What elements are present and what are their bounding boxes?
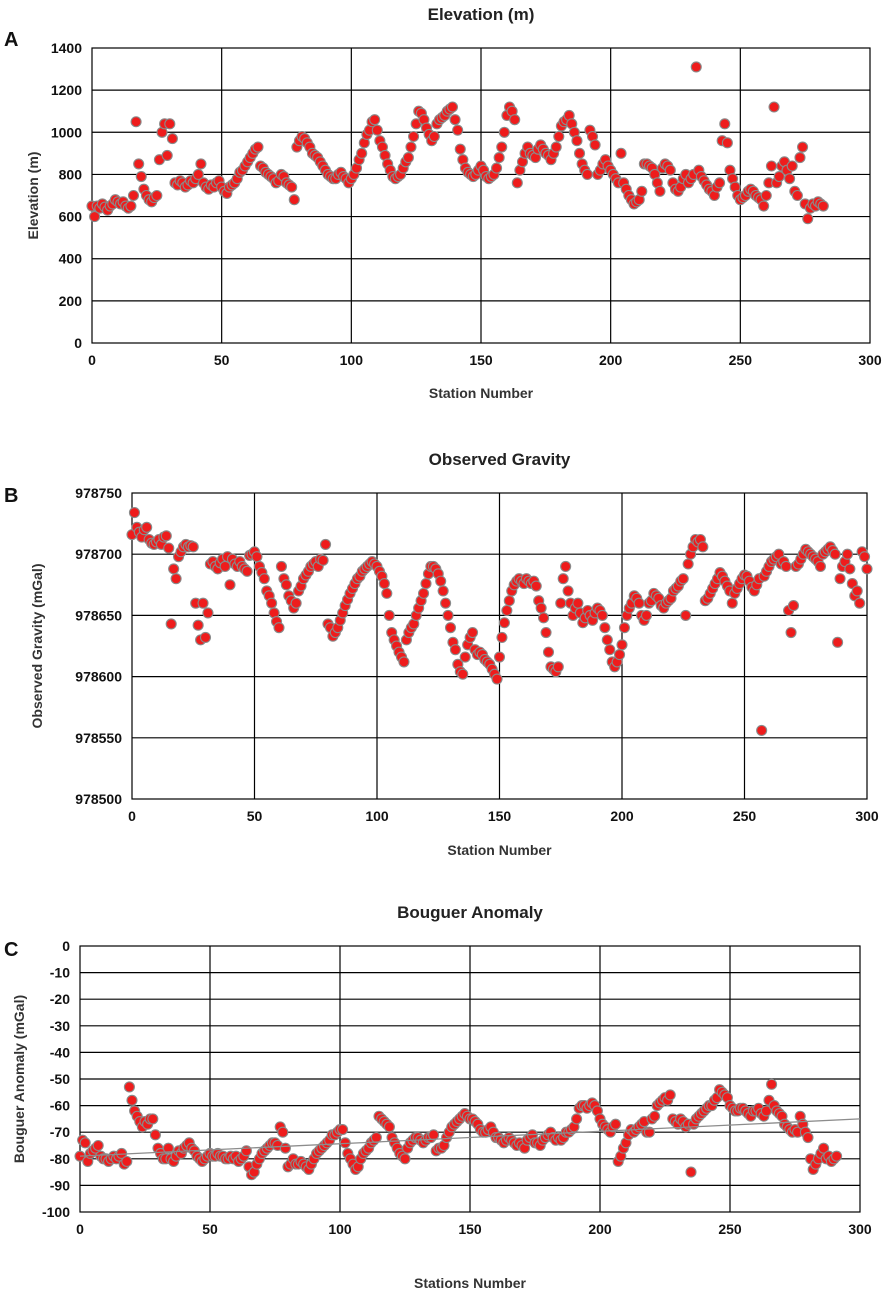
panel-label: C	[4, 939, 19, 961]
data-point	[126, 201, 136, 211]
data-point	[698, 542, 708, 552]
data-point	[795, 153, 805, 163]
data-point	[803, 1133, 813, 1143]
data-point	[769, 102, 779, 112]
data-point	[536, 603, 546, 613]
y-tick-label: -30	[49, 1017, 70, 1034]
data-point	[455, 144, 465, 154]
data-point	[93, 1141, 103, 1151]
data-point	[554, 132, 564, 142]
data-point	[785, 174, 795, 184]
chart-C	[4, 903, 872, 1291]
data-point	[460, 652, 470, 662]
data-point	[686, 1167, 696, 1177]
x-tick-label: 200	[588, 1221, 612, 1237]
data-point	[164, 543, 174, 553]
data-point	[225, 580, 235, 590]
y-axis-label: Observed Gravity (mGal)	[29, 563, 45, 729]
data-point	[188, 542, 198, 552]
data-point	[862, 564, 872, 574]
data-point	[278, 1127, 288, 1137]
data-point	[767, 1079, 777, 1089]
y-axis-label: Bouguer Anomaly (mGal)	[11, 994, 27, 1164]
data-point	[683, 559, 693, 569]
y-tick-label: 978550	[75, 729, 122, 746]
data-point	[781, 561, 791, 571]
x-tick-label: 100	[365, 808, 389, 824]
data-point	[450, 645, 460, 655]
x-tick-label: 300	[855, 808, 879, 824]
data-point	[499, 618, 509, 628]
panel-label: A	[4, 29, 19, 51]
x-tick-label: 250	[728, 352, 753, 368]
x-tick-label: 150	[469, 352, 493, 368]
data-point	[127, 1095, 137, 1105]
data-point	[544, 647, 554, 657]
data-point	[842, 549, 852, 559]
data-point	[338, 1125, 348, 1135]
data-point	[458, 669, 468, 679]
data-point	[845, 564, 855, 574]
data-point	[789, 601, 799, 611]
data-point	[453, 125, 463, 135]
data-point	[150, 1130, 160, 1140]
data-point	[167, 134, 177, 144]
data-point	[497, 632, 507, 642]
y-tick-label: 978600	[75, 668, 122, 685]
data-point	[637, 186, 647, 196]
data-point	[665, 1090, 675, 1100]
data-point	[761, 191, 771, 201]
data-point	[441, 598, 451, 608]
y-tick-label: 200	[58, 292, 82, 309]
data-point	[382, 588, 392, 598]
data-point	[558, 574, 568, 584]
data-point	[379, 579, 389, 589]
y-tick-label: 400	[58, 250, 82, 267]
data-point	[450, 115, 460, 125]
data-point	[492, 674, 502, 684]
data-point	[617, 640, 627, 650]
panel-label: B	[4, 485, 19, 507]
chart-title: Observed Gravity	[428, 450, 571, 469]
y-tick-label: -10	[49, 964, 70, 981]
data-point	[357, 148, 367, 158]
data-point	[421, 579, 431, 589]
data-point	[129, 508, 139, 518]
data-point	[165, 119, 175, 129]
chart-title: Elevation (m)	[427, 5, 535, 24]
data-point	[409, 132, 419, 142]
data-point	[715, 178, 725, 188]
data-point	[619, 623, 629, 633]
data-point	[832, 1151, 842, 1161]
data-point	[443, 610, 453, 620]
data-point	[855, 598, 865, 608]
y-tick-label: 978500	[75, 791, 122, 807]
data-point	[384, 610, 394, 620]
data-point	[281, 580, 291, 590]
data-point	[818, 201, 828, 211]
data-point	[504, 596, 514, 606]
data-point	[492, 163, 502, 173]
x-tick-label: 50	[202, 1221, 218, 1237]
data-point	[253, 142, 263, 152]
data-point	[241, 1146, 251, 1156]
data-point	[321, 539, 331, 549]
data-point	[830, 549, 840, 559]
data-point	[403, 153, 413, 163]
data-point	[274, 623, 284, 633]
data-point	[371, 1133, 381, 1143]
x-tick-label: 0	[88, 352, 96, 368]
data-point	[655, 186, 665, 196]
y-tick-label: 0	[62, 938, 70, 954]
x-axis-label: Stations Number	[413, 1275, 527, 1291]
x-tick-label: 300	[858, 352, 882, 368]
data-point	[196, 159, 206, 169]
data-point	[161, 531, 171, 541]
y-tick-label: 978750	[75, 485, 122, 501]
data-point	[447, 102, 457, 112]
data-point	[852, 586, 862, 596]
data-point	[665, 165, 675, 175]
data-point	[634, 598, 644, 608]
data-point	[512, 178, 522, 188]
data-point	[171, 574, 181, 584]
chart-B	[4, 450, 879, 858]
data-point	[198, 598, 208, 608]
x-tick-label: 150	[487, 808, 512, 824]
data-point	[438, 586, 448, 596]
data-point	[203, 608, 213, 618]
data-point	[642, 610, 652, 620]
data-point	[446, 623, 456, 633]
data-point	[573, 598, 583, 608]
y-tick-label: -50	[49, 1071, 70, 1087]
data-point	[259, 574, 269, 584]
x-tick-label: 0	[76, 1221, 84, 1237]
data-point	[759, 201, 769, 211]
x-tick-label: 200	[610, 808, 634, 824]
data-point	[553, 662, 563, 672]
data-point	[611, 1119, 621, 1129]
data-point	[128, 191, 138, 201]
data-point	[590, 140, 600, 150]
data-point	[252, 552, 262, 562]
x-axis-label: Station Number	[428, 385, 534, 401]
data-point	[134, 159, 144, 169]
data-point	[616, 148, 626, 158]
data-point	[531, 581, 541, 591]
data-point	[650, 1111, 660, 1121]
data-point	[148, 1114, 158, 1124]
data-point	[835, 574, 845, 584]
data-point	[556, 598, 566, 608]
data-point	[792, 191, 802, 201]
y-tick-label: 978700	[75, 546, 122, 563]
data-point	[372, 125, 382, 135]
x-tick-label: 50	[246, 808, 263, 824]
data-point	[287, 182, 297, 192]
y-tick-label: 1000	[50, 124, 82, 141]
y-tick-label: -90	[49, 1177, 70, 1194]
data-point	[510, 115, 520, 125]
data-point	[860, 552, 870, 562]
data-point	[399, 657, 409, 667]
y-tick-label: -80	[49, 1150, 70, 1167]
x-tick-label: 250	[732, 808, 757, 824]
data-point	[124, 1082, 134, 1092]
data-point	[406, 142, 416, 152]
data-point	[833, 637, 843, 647]
data-point	[436, 576, 446, 586]
data-point	[722, 138, 732, 148]
data-point	[757, 725, 767, 735]
data-point	[122, 1156, 132, 1166]
data-point	[131, 117, 141, 127]
data-point	[242, 566, 252, 576]
data-point	[429, 1130, 439, 1140]
data-point	[468, 628, 478, 638]
data-point	[678, 574, 688, 584]
data-point	[318, 555, 328, 565]
y-tick-label: -60	[49, 1097, 70, 1114]
data-point	[815, 561, 825, 571]
data-point	[600, 623, 610, 633]
data-point	[787, 161, 797, 171]
x-tick-label: 50	[213, 352, 230, 368]
data-point	[602, 635, 612, 645]
data-point	[494, 153, 504, 163]
data-point	[582, 169, 592, 179]
data-point	[691, 62, 701, 72]
data-point	[681, 610, 691, 620]
data-point	[766, 161, 776, 171]
x-tick-label: 300	[848, 1221, 872, 1237]
data-point	[80, 1138, 90, 1148]
y-tick-label: 1400	[50, 40, 82, 56]
data-point	[201, 632, 211, 642]
data-point	[495, 652, 505, 662]
data-point	[727, 598, 737, 608]
y-tick-label: 1200	[50, 82, 82, 99]
data-points	[75, 1079, 842, 1179]
y-tick-label: 800	[58, 166, 82, 183]
y-tick-label: -40	[49, 1044, 70, 1061]
data-point	[539, 613, 549, 623]
y-tick-label: -100	[41, 1204, 70, 1220]
data-point	[786, 628, 796, 638]
data-point	[267, 598, 277, 608]
data-point	[798, 142, 808, 152]
data-point	[572, 1114, 582, 1124]
y-tick-label: 0	[74, 335, 82, 351]
data-point	[551, 142, 561, 152]
data-point	[605, 645, 615, 655]
data-point	[162, 150, 172, 160]
data-point	[502, 606, 512, 616]
data-point	[276, 561, 286, 571]
data-point	[597, 610, 607, 620]
x-tick-label: 250	[718, 1221, 742, 1237]
data-points	[87, 62, 828, 224]
data-point	[563, 586, 573, 596]
data-point	[561, 561, 571, 571]
chart-title: Bouguer Anomaly	[397, 903, 543, 922]
data-point	[720, 119, 730, 129]
data-point	[152, 191, 162, 201]
data-point	[497, 142, 507, 152]
data-point	[166, 619, 176, 629]
data-point	[384, 1122, 394, 1132]
data-point	[193, 620, 203, 630]
data-point	[370, 115, 380, 125]
y-tick-label: 600	[58, 208, 82, 225]
x-tick-label: 100	[328, 1221, 352, 1237]
data-point	[572, 136, 582, 146]
chart-A	[4, 5, 882, 401]
data-point	[291, 598, 301, 608]
x-tick-label: 200	[598, 352, 623, 368]
x-tick-label: 150	[458, 1221, 482, 1237]
x-tick-label: 100	[339, 352, 364, 368]
data-point	[803, 214, 813, 224]
data-point	[289, 195, 299, 205]
data-point	[400, 1154, 410, 1164]
data-point	[136, 172, 146, 182]
x-axis-label: Station Number	[447, 842, 552, 858]
data-point	[575, 148, 585, 158]
data-point	[541, 628, 551, 638]
data-point	[280, 1143, 290, 1153]
data-point	[169, 564, 179, 574]
data-point	[499, 127, 509, 137]
data-point	[142, 522, 152, 532]
y-axis-label: Elevation (m)	[25, 151, 41, 240]
x-tick-label: 0	[128, 808, 136, 824]
y-tick-label: -70	[49, 1124, 70, 1141]
data-point	[429, 132, 439, 142]
y-tick-label: 978650	[75, 607, 122, 624]
data-point	[615, 650, 625, 660]
y-tick-label: -20	[49, 991, 70, 1008]
data-point	[419, 588, 429, 598]
